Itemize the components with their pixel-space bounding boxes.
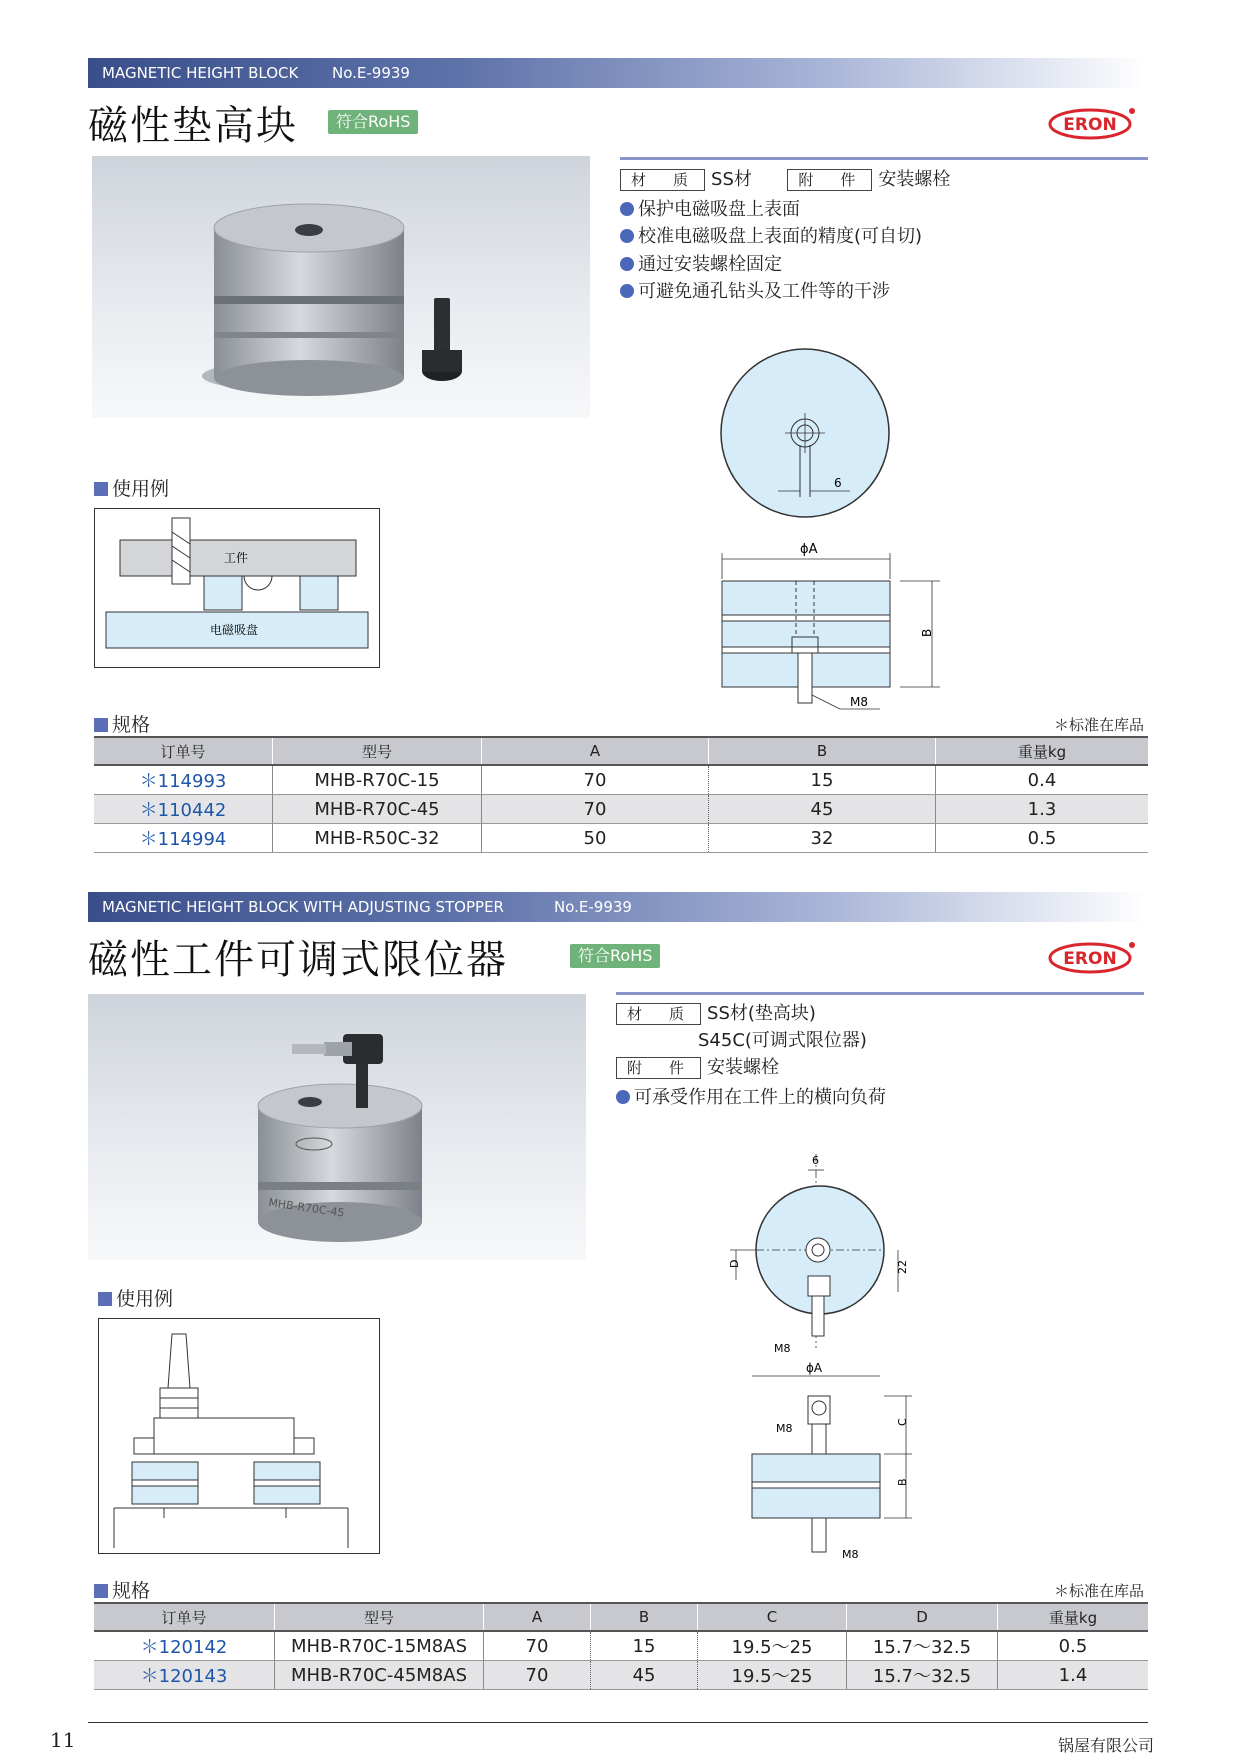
bullet-dot-icon (620, 229, 634, 243)
footer-divider (88, 1722, 1148, 1723)
section2-accessory-value: 安装螺栓 (707, 1057, 780, 1078)
section2-header-english: MAGNETIC HEIGHT BLOCK WITH ADJUSTING STOPPER (102, 898, 504, 916)
c-cell: 19.5～25 (698, 1661, 847, 1690)
col-model: 型号 (273, 737, 482, 765)
section1-header-bar (88, 58, 1148, 88)
d-cell: 15.7～32.5 (847, 1631, 998, 1661)
col-b: B (591, 1603, 698, 1631)
bullet-dot-icon (620, 257, 634, 271)
section1-accessory-tag: 附 件 (787, 169, 872, 191)
section2-rohs-badge: 符合RoHS (570, 944, 660, 968)
usage1-chuck-label: 电磁吸盘 (210, 623, 259, 637)
section2-accessory-tag: 附 件 (616, 1057, 701, 1079)
section2-material-value2: S45C(可调式限位器) (698, 1030, 867, 1051)
section1-technical-drawing (700, 345, 960, 715)
section1-product-photo (92, 156, 590, 418)
col-model: 型号 (275, 1603, 484, 1631)
section1-stock-note: ＊标准在库品 (1054, 716, 1145, 734)
section2-header-bar (88, 892, 1148, 922)
weight-cell: 0.5 (936, 824, 1149, 853)
adjusting-stopper-image (88, 994, 586, 1260)
section2-spec-table (94, 1602, 1148, 1690)
section1-accessory-value: 安装螺栓 (878, 169, 951, 190)
table-header-row (94, 737, 1148, 765)
section2-usage-heading: 使用例 (98, 1284, 173, 1311)
section1-feature-4: 可避免通孔钻头及工件等的干涉 (620, 278, 890, 305)
table-row (94, 765, 1148, 795)
drawing2-label-M8-bottom: M8 (842, 1548, 859, 1560)
section1-title: 磁性垫高块 (88, 103, 298, 149)
b-cell: 45 (591, 1661, 698, 1690)
table-header-row (94, 1603, 1148, 1631)
col-order-number: 订单号 (94, 1603, 275, 1631)
section1-material-row (620, 166, 950, 193)
section1-feature-2: 校准电磁吸盘上表面的精度(可自切) (620, 223, 922, 250)
square-marker-icon (94, 482, 108, 496)
drawing2-dim-B: B (896, 1478, 909, 1486)
section1-material-tag: 材 质 (620, 169, 705, 191)
weight-cell: 1.4 (998, 1661, 1149, 1690)
model-cell: MHB-R70C-15M8AS (275, 1631, 484, 1661)
page-number: 11 (50, 1728, 76, 1752)
b-cell: 15 (709, 765, 936, 795)
section2-header-number: No.E-9939 (554, 898, 632, 916)
col-a: A (484, 1603, 591, 1631)
section2-feature-1: 可承受作用在工件上的横向负荷 (616, 1084, 886, 1111)
a-cell: 50 (482, 824, 709, 853)
section2-product-photo (88, 994, 586, 1260)
a-cell: 70 (482, 795, 709, 824)
weight-cell: 0.4 (936, 765, 1149, 795)
b-cell: 15 (591, 1631, 698, 1661)
bullet-dot-icon (620, 284, 634, 298)
drawing2-dim-D: D (728, 1259, 741, 1268)
drawing2-dim-C: C (896, 1418, 909, 1426)
b-cell: 45 (709, 795, 936, 824)
d-cell: 15.7～32.5 (847, 1661, 998, 1690)
section1-material-value: SS材 (711, 169, 752, 190)
drawing2-label-M8-top: M8 (774, 1342, 791, 1355)
order-number[interactable]: ＊114993 (94, 765, 273, 795)
section1-header-number: No.E-9939 (332, 64, 410, 82)
drawing1-dim-6: 6 (834, 476, 842, 490)
drawing2-dim-22: 22 (896, 1260, 909, 1274)
section1-divider (620, 157, 1148, 160)
section2-spec-heading: 规格 (94, 1576, 150, 1603)
section2-usage-diagram (98, 1318, 380, 1554)
section1-rohs-badge: 符合RoHS (328, 110, 418, 134)
section2-divider (616, 992, 1144, 995)
section2-material-row-2 (698, 1027, 867, 1054)
order-number[interactable]: ＊110442 (94, 795, 273, 824)
section1-eron-logo (1048, 106, 1136, 140)
usage1-workpiece-label: 工件 (224, 551, 249, 565)
section2-technical-drawing (700, 1150, 940, 1560)
model-cell: MHB-R70C-45M8AS (275, 1661, 484, 1690)
a-cell: 70 (484, 1661, 591, 1690)
section1-usage-diagram (94, 508, 380, 668)
section1-header-english: MAGNETIC HEIGHT BLOCK (102, 64, 299, 82)
section2-material-row (616, 1000, 816, 1027)
table-row (94, 1661, 1148, 1690)
col-order-number: 订单号 (94, 737, 273, 765)
section1-spec-heading: 规格 (94, 710, 150, 737)
model-cell: MHB-R50C-32 (273, 824, 482, 853)
section1-feature-1: 保护电磁吸盘上表面 (620, 196, 800, 223)
section2-material-tag: 材 质 (616, 1003, 701, 1025)
order-number[interactable]: ＊120142 (94, 1631, 275, 1661)
square-marker-icon (98, 1292, 112, 1306)
order-number[interactable]: ＊120143 (94, 1661, 275, 1690)
b-cell: 32 (709, 824, 936, 853)
drawing2-dim-6: 6 (812, 1154, 819, 1167)
height-block-image (92, 156, 590, 418)
weight-cell: 0.5 (998, 1631, 1149, 1661)
section2-stock-note: ＊标准在库品 (1054, 1582, 1145, 1600)
company-name: 锅屋有限公司 (1058, 1736, 1155, 1755)
section2-accessory-row (616, 1054, 779, 1081)
table-row (94, 1631, 1148, 1661)
order-number[interactable]: ＊114994 (94, 824, 273, 853)
photo2-engraved-model: MHB-R70C-45 (267, 1196, 346, 1220)
drawing2-dim-phiA: ϕA (806, 1361, 823, 1375)
square-marker-icon (94, 1584, 108, 1598)
drawing1-label-M8: M8 (850, 695, 868, 709)
col-weight: 重量kg (936, 737, 1149, 765)
col-weight: 重量kg (998, 1603, 1149, 1631)
section1-logo-text: ERON (1063, 115, 1117, 135)
col-b: B (709, 737, 936, 765)
weight-cell: 1.3 (936, 795, 1149, 824)
section1-spec-table (94, 736, 1148, 853)
c-cell: 19.5～25 (698, 1631, 847, 1661)
section2-title: 磁性工件可调式限位器 (88, 937, 508, 983)
drawing1-dim-B: B (920, 628, 934, 637)
a-cell: 70 (482, 765, 709, 795)
model-cell: MHB-R70C-15 (273, 765, 482, 795)
bullet-dot-icon (620, 202, 634, 216)
section1-feature-3: 通过安装螺栓固定 (620, 251, 782, 278)
square-marker-icon (94, 718, 108, 732)
table-row (94, 824, 1148, 853)
drawing1-dim-phiA: ϕA (800, 542, 818, 557)
col-c: C (698, 1603, 847, 1631)
section2-logo-text: ERON (1063, 949, 1117, 969)
section1-usage-heading: 使用例 (94, 474, 169, 501)
model-cell: MHB-R70C-45 (273, 795, 482, 824)
table-row (94, 795, 1148, 824)
drawing2-label-M8-mid: M8 (776, 1422, 793, 1435)
col-d: D (847, 1603, 998, 1631)
section2-eron-logo (1048, 940, 1136, 974)
a-cell: 70 (484, 1631, 591, 1661)
section2-material-value1: SS材(垫高块) (707, 1003, 816, 1024)
col-a: A (482, 737, 709, 765)
bullet-dot-icon (616, 1090, 630, 1104)
